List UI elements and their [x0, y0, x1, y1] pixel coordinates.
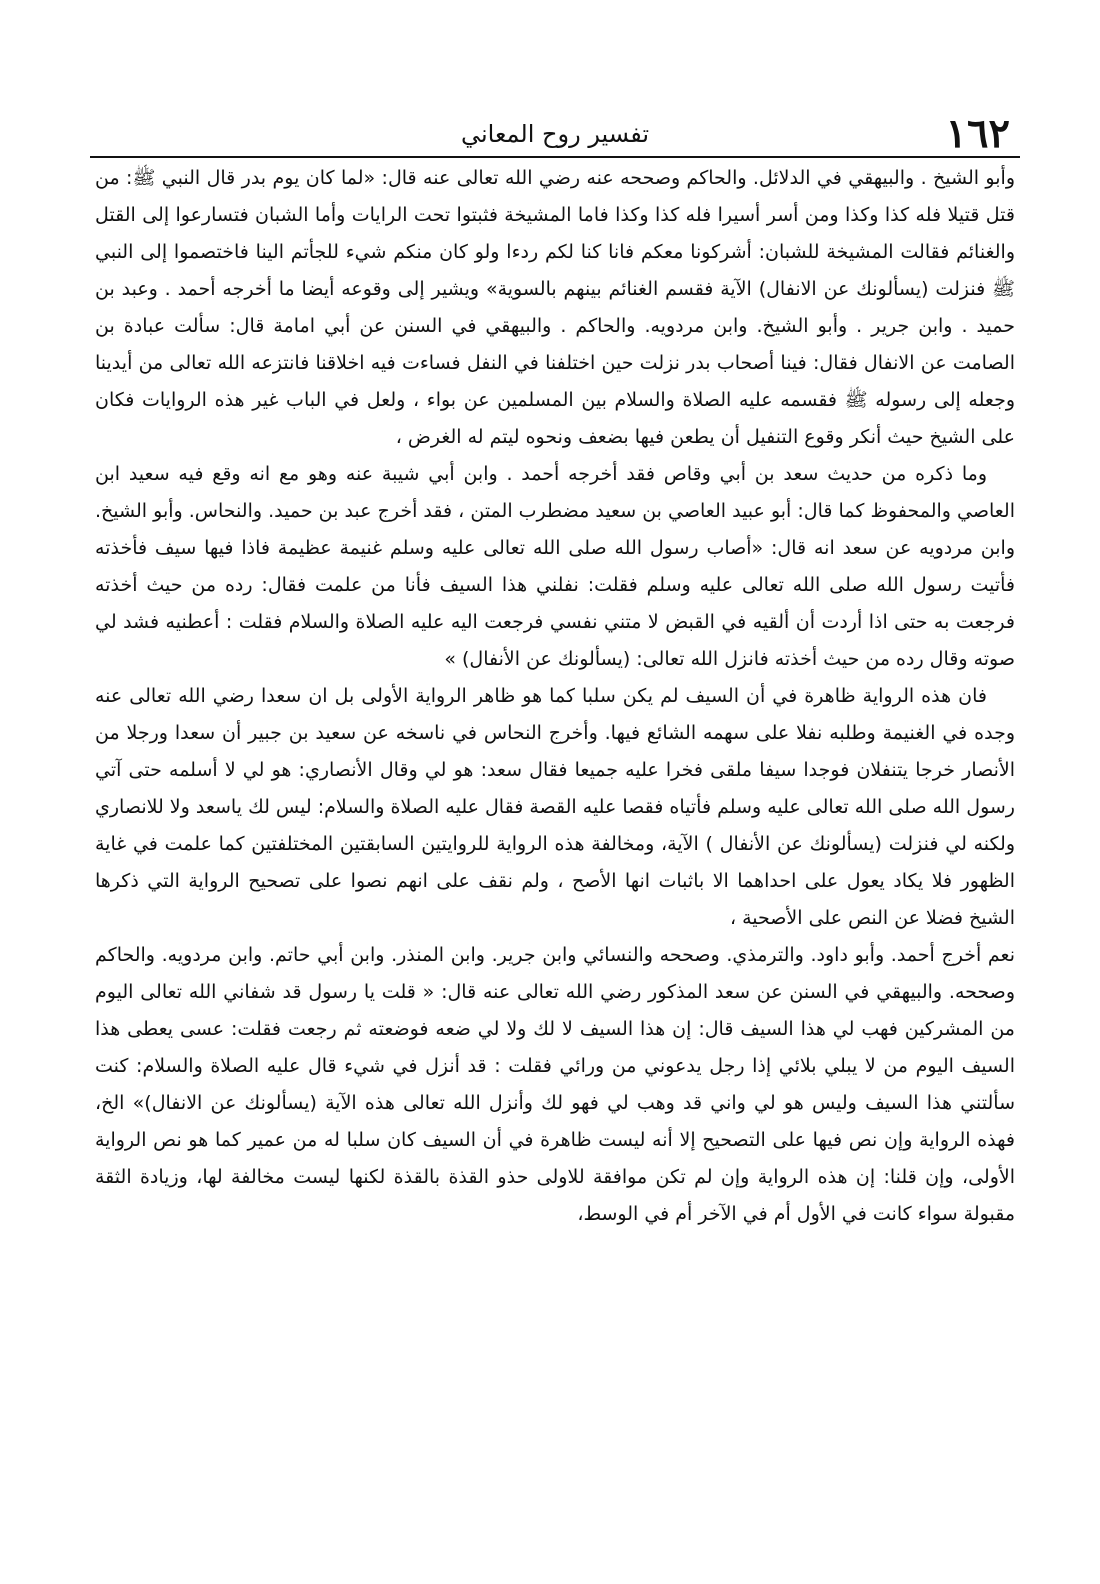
paragraph-2: وما ذكره من حديث سعد بن أبي وقاص فقد أخرجه أحمد . وابن أبي شيبة عنه وهو مع انه وقع فيه سعيد ابن العاصي والمحفوظ كما قال: أبو عبيد العاصي بن سعيد مضطرب المتن ، فقد أخرج عبد بن حميد. والنحاس. وأبو الشيخ. وابن مردويه عن سعد انه قال: «أصاب رسول الله صلى الله تعالى عليه وسلم غنيمة عظيمة فاذا فيها سيف فأخذته فأتيت رسول الله صلى الله تعالى عليه وسلم فقلت: نفلني هذا السيف فأنا من علمت فقال: رده من حيث أخذته فرجعت به حتى اذا أردت أن ألقيه في القبض لا متني نفسي فرجعت اليه عليه الصلاة والسلام فقلت : أعطنيه فشد لي صوته وقال رده من حيث أخذته فانزل الله تعالى: (يسألونك عن الأنفال) » — [95, 463, 1015, 670]
paragraph-3: فان هذه الرواية ظاهرة في أن السيف لم يكن سلبا كما هو ظاهر الرواية الأولى بل ان سعدا رضي الله تعالى عنه وجده في الغنيمة وطلبه نفلا على سهمه الشائع فيها. وأخرج النحاس في ناسخه عن سعيد بن جبير أن سعدا ورجلا من الأنصار خرجا يتنفلان فوجدا سيفا ملقى فخرا عليه جميعا فقال سعد: هو لي وقال الأنصاري: هو لي لا أسلمه حتى آتي رسول الله صلى الله تعالى عليه وسلم فأتياه فقصا عليه القصة فقال عليه الصلاة والسلام: ليس لك ياسعد ولا للانصاري ولكنه لي فنزلت (يسألونك عن الأنفال ) الآية، ومخالفة هذه الرواية للروايتين السابقتين المختلفتين كما علمت في غاية الظهور فلا يكاد يعول على احداهما الا باثبات انها الأصح ، ولم نقف على انهم نصوا على تصحيح الرواية التي ذكرها الشيخ فضلا عن النص على الأصحية ، — [95, 685, 1015, 929]
page-header — [90, 112, 1020, 156]
paragraph-1: وأبو الشيخ . والبيهقي في الدلائل. والحاكم وصححه عنه رضي الله تعالى عنه قال: «لما كان يوم بدر قال النبي ﷺ: من قتل قتيلا فله كذا وكذا ومن أسر أسيرا فله كذا وكذا فاما المشيخة فثبتوا تحت الرايات وأما الشبان فتسارعوا إلى القتل والغنائم فقالت المشيخة للشبان: أشركونا معكم فانا كنا لكم ردءا ولو كان منكم شيء للجأتم الينا فاختصموا إلى النبي ﷺ فنزلت (يسألونك عن الانفال) الآية فقسم الغنائم بينهم بالسوية» ويشير إلى وقوعه أيضا ما أخرجه أحمد . وعبد بن حميد . وابن جرير . وأبو الشيخ. وابن مردويه. والحاكم . والبيهقي في السنن عن أبي امامة قال: سألت عبادة بن الصامت عن الانفال فقال: فينا أصحاب بدر نزلت حين اختلفنا في النفل فساءت فيه اخلاقنا فانتزعه الله تعالى من أيدينا وجعله إلى رسوله ﷺ فقسمه عليه الصلاة والسلام بين المسلمين عن بواء ، ولعل في الباب غير هذه الروايات فكان على الشيخ حيث أنكر وقوع التنفيل أن يطعن فيها بضعف ونحوه ليتم له الغرض ، — [95, 167, 1015, 448]
book-title: تفسير روح المعاني — [460, 120, 650, 148]
header-divider — [90, 156, 1020, 158]
body-text — [95, 160, 1015, 1233]
paragraph-4: نعم أخرج أحمد. وأبو داود. والترمذي. وصححه والنسائي وابن جرير. وابن المنذر. وابن أبي حاتم. وابن مردويه. والحاكم وصححه. والبيهقي في السنن عن سعد المذكور رضي الله تعالى عنه قال: « قلت يا رسول قد شفاني الله تعالى اليوم من المشركين فهب لي هذا السيف قال: إن هذا السيف لا لك ولا لي ضعه فوضعته ثم رجعت فقلت: عسى يعطى هذا السيف اليوم من لا يبلي بلائي إذا رجل يدعوني من ورائي فقلت : قد أنزل في شيء قال عليه الصلاة والسلام: كنت سألتني هذا السيف وليس هو لي واني قد وهب لي فهو لك وأنزل الله تعالى هذه الآية (يسألونك عن الانفال)» الخ، فهذه الرواية وإن نص فيها على التصحيح إلا أنه ليست ظاهرة في أن السيف كان سلبا له من عمير كما هو نص الرواية الأولى، وإن قلنا: إن هذه الرواية وإن لم تكن موافقة للاولى حذو القذة بالقذة لكنها ليست مخالفة لها، وزيادة الثقة مقبولة سواء كانت في الأول أم في الآخر أم في الوسط، — [95, 944, 1015, 1225]
page-number: ١٦٢ — [945, 110, 1010, 157]
